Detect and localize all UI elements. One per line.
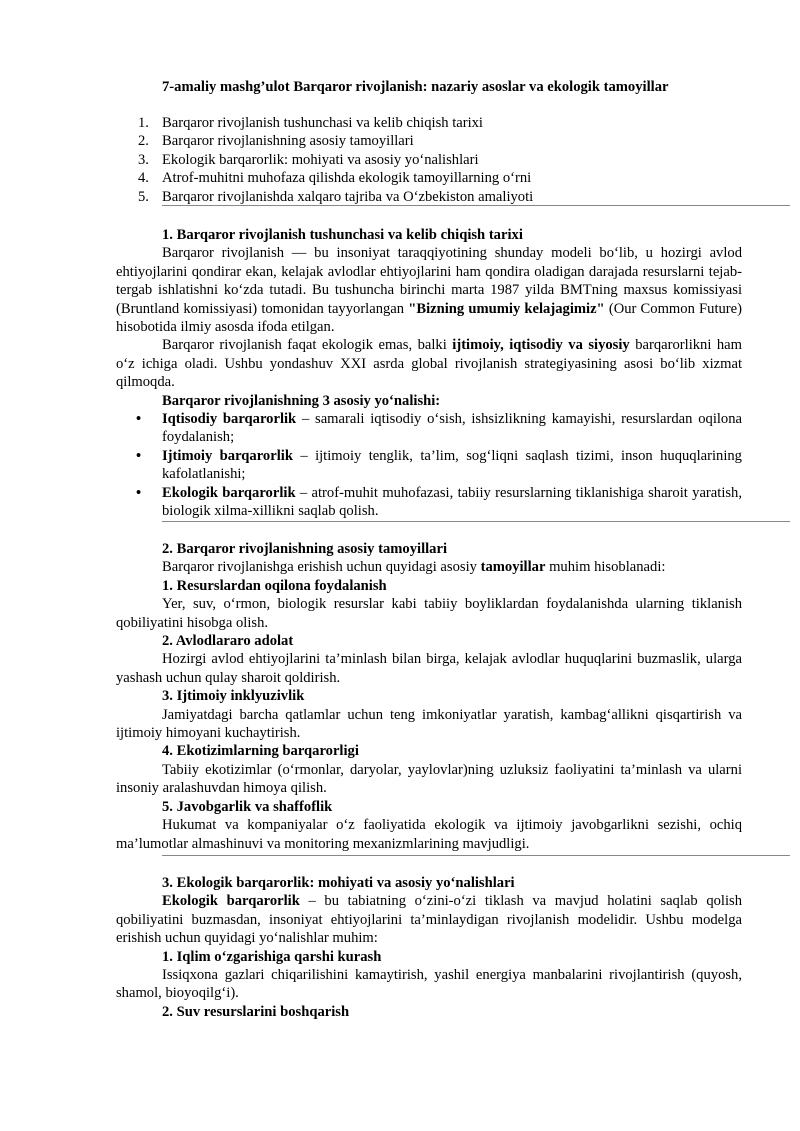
toc-text: Barqaror rivojlanishning asosiy tamoyillari (162, 133, 414, 150)
text-run: muhim hisoblanadi: (545, 559, 666, 576)
toc-number: 4. (138, 170, 149, 187)
text-run: – samarali iqtisodiy o‘sish, ishsizlikning kamayishi, resurslardan oqilona foydalanish; (162, 411, 742, 446)
bold-run: Iqtisodiy barqarorlik (162, 411, 297, 428)
text-run: barqarorlikni ham o‘z ichiga oladi. Ushbu yondashuv XXI asrda global rivojlanish strategiyasining asosi bo‘lib xizmat qilmoqda. (116, 337, 743, 391)
bullet-icon: • (136, 484, 142, 501)
direction-heading: 2. Suv resurslarini boshqarish (162, 1003, 350, 1020)
bold-run: ijtimoiy, iqtisodiy va siyosiy (452, 337, 630, 354)
bold-run: Ijtimoiy barqarorlik (162, 447, 293, 464)
toc-text: Barqaror rivojlanishda xalqaro tajriba va O‘zbekiston amaliyoti (162, 188, 534, 205)
section-2-intro (116, 558, 742, 576)
text-run: (Our Common Future) hisobotida ilmiy asosda ifoda etilgan. (116, 300, 742, 336)
bold-run: tamoyillar (480, 559, 546, 576)
principle-text: Jamiyatdagi barcha qatlamlar uchun teng imkoniyatlar yaratish, kambag‘allikni qisqartirish va ijtimoiy himoyani kuchaytirish. (116, 706, 742, 742)
principle-text: Hozirgi avlod ehtiyojlarini ta’minlash bilan birga, kelajak avlodlar huquqlarini buzmaslik, ularga yashash uchun qulay sharoit qoldirish. (116, 651, 742, 686)
toc-number: 1. (138, 115, 149, 131)
bullet-icon: • (136, 447, 142, 464)
bold-run: Ekologik barqarorlik (162, 484, 296, 501)
principle-heading: 3. Ijtimoiy inklyuzivlik (162, 688, 305, 705)
principle-text: Hukumat va kompaniyalar o‘z faoliyatida ekologik va ijtimoiy javobgarlikni sezishi, ochiq ma’lumotlar almashinuvi va monitoring mexanizmlarining mavjudligi. (116, 817, 742, 852)
bullet-icon: • (136, 411, 142, 428)
principle-heading: 5. Javobgarlik va shaffoflik (162, 798, 333, 815)
text-run: – bu tabiatning o‘zini-o‘zi tiklash va mavjud holatini saqlab qolish qobiliyatini buzmasdan, insoniyat ehtiyojlarini ta’minlaydigan rivojlanish modelidir. Ushbu modelga erishish uchun quyidagi yo‘nalishlar muhim: (116, 893, 742, 947)
text-run: – atrof-muhit muhofazasi, tabiiy resurslarning tiklanishiga sharoit yaratish, biologik xilma-xillikni saqlab qolish. (162, 484, 742, 520)
principle-heading: 2. Avlodlararo adolat (162, 633, 294, 650)
principle-heading: 1. Resurslardan oqilona foydalanish (162, 577, 387, 594)
toc-item (116, 114, 790, 132)
bullet-item (116, 484, 742, 521)
principle-heading: 4. Ekotizimlarning barqarorligi (162, 743, 359, 760)
direction-heading: 1. Iqlim o‘zgarishiga qarshi kurash (162, 948, 382, 965)
document-title: 7-amaliy mashg’ulot Barqaror rivojlanish: nazariy asoslar va ekologik tamoyillar (162, 79, 669, 95)
toc-text: Atrof-muhitni muhofaza qilishda ekologik tamoyillarning o‘rni (162, 170, 532, 187)
direction-text: Issiqxona gazlari chiqarilishini kamaytirish, yashil energiya manbalarini rivojlantirish (quyosh, shamol, bioyoqilg‘i). (116, 967, 742, 1002)
toc-number: 2. (138, 133, 149, 150)
bullet-item (116, 447, 742, 484)
text-run: Barqaror rivojlanish faqat ekologik emas, balki (162, 337, 453, 354)
text-run: Barqaror rivojlanish — bu insoniyat taraqqiyotining shunday modeli bo‘lib, u hozirgi avlod ehtiyojlarini qondirar ekan, kelajak avlodlar ehtiyojlarini ham qondira oladigan darajada resurslarni tejab-tergab ishlatishni ko‘zda tutadi. Bu tushuncha birinchi marta 1987 yilda BMTning maxsus komissiyasi (Bruntland komissiyasi) tomonidan tayyorlangan (116, 245, 742, 317)
bold-run: "Bizning umumiy kelajagimiz" (408, 300, 605, 317)
toc-text: Barqaror rivojlanish tushunchasi va kelib chiqish tarixi (162, 115, 483, 131)
section-3-heading: 3. Ekologik barqarorlik: mohiyati va asosiy yo‘nalishlari (162, 875, 515, 891)
toc-item (116, 169, 790, 187)
bullet-item (116, 410, 742, 447)
section-2 (116, 540, 742, 853)
toc-text: Ekologik barqarorlik: mohiyati va asosiy yo‘nalishlari (162, 151, 479, 168)
bullet-list (116, 410, 742, 520)
bold-run: Ekologik barqarorlik (162, 893, 300, 910)
section-3 (116, 874, 742, 1021)
toc-number: 5. (138, 188, 149, 205)
toc-item (116, 188, 790, 206)
table-of-contents (116, 114, 790, 206)
toc-number: 3. (138, 151, 149, 168)
text-run: – ijtimoiy tenglik, ta’lim, sog‘liqni saqlash tizimi, inson huquqlarining kafolatlanishi; (162, 447, 742, 483)
section-1 (116, 226, 742, 521)
section-1-paragraph-2 (116, 336, 742, 391)
section-1-subheading: Barqaror rivojlanishning 3 asosiy yo‘nalishi: (162, 392, 441, 409)
section-1-heading: 1. Barqaror rivojlanish tushunchasi va kelib chiqish tarixi (162, 227, 523, 243)
section-3-intro (116, 892, 742, 947)
text-run: Barqaror rivojlanishga erishish uchun quyidagi asosiy (162, 559, 481, 576)
principle-text: Tabiiy ekotizimlar (o‘rmonlar, daryolar, yaylovlar)ning uzluksiz faoliyatini ta’minlash va ularni insoniy aralashuvdan himoya qilish. (116, 761, 742, 797)
section-divider (162, 521, 790, 522)
section-1-paragraph-1 (116, 244, 742, 336)
section-divider (162, 205, 790, 206)
principle-text: Yer, suv, o‘rmon, biologik resurslar kabi tabiiy boyliklardan foydalanishda ularning tiklanish qobiliyatini hisobga olish. (116, 596, 742, 631)
toc-item (116, 151, 790, 169)
section-divider (162, 855, 790, 856)
section-2-heading: 2. Barqaror rivojlanishning asosiy tamoyillari (162, 541, 448, 557)
toc-item (116, 132, 790, 150)
